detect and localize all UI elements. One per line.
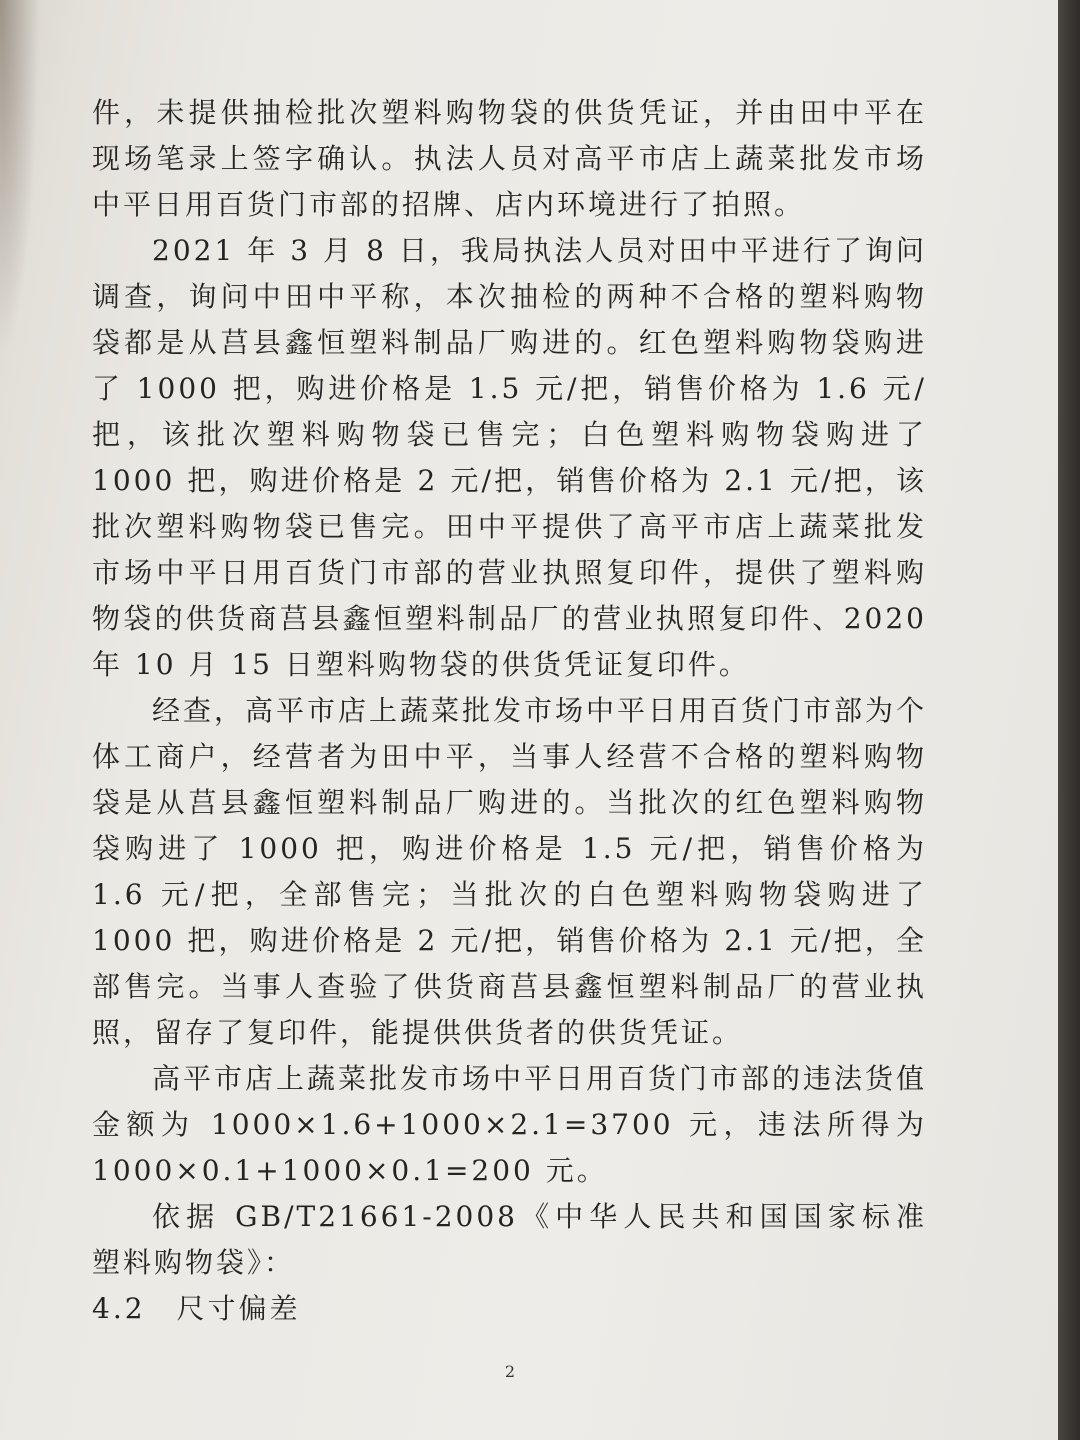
document-body [92, 90, 959, 1332]
paragraph-findings: 经查，高平市店上蔬菜批发市场中平日用百货门市部为个体工商户，经营者为田中平，当事人经营不合格的塑料购物袋是从莒县鑫恒塑料制品厂购进的。当批次的红色塑料购物袋购进了 1000 把，购进价格是 1.5 元/把，销售价格为 1.6 元/把，全部售完；当批次的白色塑料购物袋购进了 1000 把，购进价格是 2 元/把，销售价格为 2.1 元/把，全部售完。当事人查验了供货商莒县鑫恒塑料制品厂的营业执照，留存了复印件，能提供供货者的供货凭证。 [92, 694, 928, 1049]
paragraph-illegal-value: 高平市店上蔬菜批发市场中平日用百货门市部的违法货值金额为 1000×1.6+1000×2.1=3700 元，违法所得为 1000×0.1+1000×0.1=200 元。 [92, 1062, 928, 1187]
background-edge [1058, 0, 1080, 1440]
page-number: 2 [504, 1362, 516, 1381]
paragraph-inquiry: 2021 年 3 月 8 日，我局执法人员对田中平进行了询问调查，询问中田中平称，本次抽检的两种不合格的塑料购物袋都是从莒县鑫恒塑料制品厂购进的。红色塑料购物袋购进了 1000 把，购进价格是 1.5 元/把，销售价格为 1.6 元/把，该批次塑料购物袋已售完；白色塑料购物袋购进了 1000 把，购进价格是 2 元/把，销售价格为 2.1 元/把，该批次塑料购物袋已售完。田中平提供了高平市店上蔬菜批发市场中平日用百货门市部的营业执照复印件，提供了塑料购物袋的供货商莒县鑫恒塑料制品厂的营业执照复印件、2020 年 10 月 15 日塑料购物袋的供货凭证复印件。 [92, 234, 927, 681]
section-heading-4-2: 4.2 尺寸偏差 [92, 1292, 301, 1325]
paragraph-standard-basis: 依据 GB/T21661-2008《中华人民共和国国家标准 塑料购物袋》： [92, 1200, 959, 1279]
paragraph-continuation: 件，未提供抽检批次塑料购物袋的供货凭证，并由田中平在现场笔录上签字确认。执法人员对高平市店上蔬菜批发市场中平日用百货门市部的招牌、店内环境进行了拍照。 [92, 96, 927, 221]
page-shadow [0, 0, 40, 360]
